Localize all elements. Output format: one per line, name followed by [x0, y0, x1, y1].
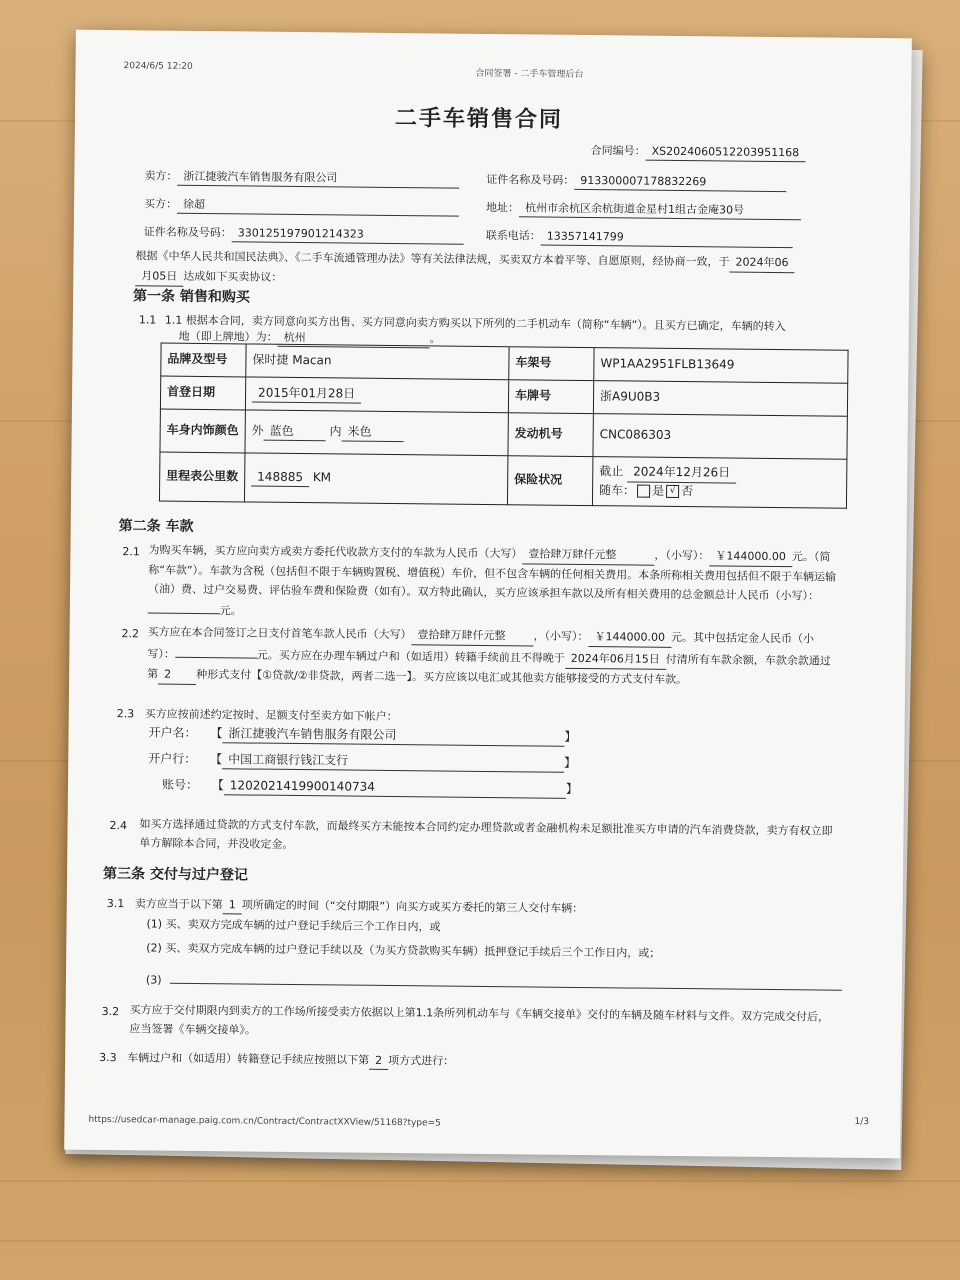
- preamble-end: 达成如下买卖协议：: [183, 269, 283, 284]
- delivery-option-3: (3): [145, 973, 162, 987]
- clause-2-4-num: 2.4: [109, 819, 128, 833]
- article-3-title: 第三条 交付与过户登记: [102, 865, 248, 884]
- buyer-phone: 13357141799: [541, 229, 793, 249]
- vin-label: 车架号: [509, 347, 594, 381]
- clause-1-1-text: 1.1 根据本合同，卖方同意向买方出售、买方同意向卖方购买以下所列的二手机动车（简称“车辆”）。且买方已确定，车辆的转入: [164, 313, 786, 334]
- interior-label: 内: [329, 424, 342, 439]
- bracket-left: 【: [210, 752, 223, 767]
- color-label: 车身内饰颜色: [160, 409, 245, 453]
- account-bank-label: 开户行：: [148, 751, 197, 766]
- delivery-option-2: (2) 买、卖双方完成车辆的过户登记手续以及（为买方贷款购买车辆）抵押登记手续后三个工作日内，或；: [146, 941, 661, 960]
- contract-number: XS2024060512203951168: [646, 144, 806, 163]
- clause-2-1-num: 2.1: [122, 545, 140, 559]
- address-label: 地址：: [485, 200, 520, 215]
- brand-value: 保时捷 Macan: [246, 344, 509, 380]
- clause-3-3-text: [127, 1050, 454, 1070]
- phone-label: 联系电话：: [485, 228, 541, 243]
- vehicle-table: [159, 343, 849, 509]
- insurance-label: 保险状况: [507, 456, 593, 506]
- clause-1-1-text2: 地（即上牌地）为：: [178, 329, 278, 344]
- clause-3-2-num: 3.2: [101, 1004, 120, 1019]
- account-name: 浙江捷骏汽车销售服务有限公司: [222, 725, 564, 747]
- exterior-label: 外: [251, 423, 264, 438]
- clause-1-1-num: 1.1: [138, 313, 157, 327]
- clause-2-1-text-a: 为购买车辆，买方应向卖方或卖方委托代收款方支付的车款为人民币（大写）: [148, 543, 523, 561]
- delivery-item: 1: [223, 897, 242, 914]
- clause-3-3-text-b: 项方式进行：: [388, 1053, 455, 1068]
- seller-id-row: [486, 172, 786, 192]
- buyer-name: 徐超: [177, 197, 459, 217]
- mileage-cell: [244, 453, 507, 505]
- buyer-id-label: 证件名称及号码：: [143, 225, 232, 240]
- clause-2-3-num: 2.3: [116, 707, 135, 721]
- account-bank: 中国工商银行钱江支行: [222, 751, 564, 773]
- buyer-row: [144, 196, 459, 216]
- engine-label: 发动机号: [508, 413, 593, 457]
- clause-3-1-num: 3.1: [106, 897, 125, 911]
- clause-2-2-text-e: 付清所有车款余额，车款余款通过第: [147, 652, 831, 681]
- insurance-date: 2024年12月26日: [627, 464, 736, 484]
- first-reg-label: 首登日期: [160, 376, 245, 410]
- article-2-title: 第二条 车款: [118, 518, 194, 535]
- contract-number-row: [591, 143, 806, 162]
- buyer-address: 杭州市余杭区余杭街道金星村1组古金庵30号: [519, 200, 801, 220]
- first-payment-chinese: 壹拾肆万肆仟元整: [411, 625, 533, 646]
- bracket-right: 】: [565, 781, 578, 796]
- clause-2-2-text-c: 元。其中包括定金人民币（小写）：: [147, 630, 815, 661]
- clause-2-1-text-b: ，（小写）：: [654, 548, 710, 563]
- page-number: 1/3: [854, 1116, 870, 1128]
- clause-3-2: 买方应于交付期限内到卖方的工作场所接受卖方依据以上第1.1条所列机动车与《车辆交接单》交付的车辆及随车材料与文件。双方完成交付后，应当签署《车辆交接单》。: [129, 1003, 830, 1037]
- clause-3-1-text: [135, 896, 584, 918]
- seller-name: 浙江捷骏汽车销售服务有限公司: [177, 169, 459, 189]
- transfer-city: 杭州: [278, 330, 430, 349]
- price-amount: ￥144000.00: [709, 546, 792, 567]
- footer-url: https://usedcar-manage.paig.com.cn/Contract/ContractXXView/51168?type=5: [88, 1114, 441, 1129]
- clause-2-3-text: 买方应按前述约定按时、足额支付至卖方如下帐户：: [144, 707, 398, 724]
- preamble-date-year: 2024年06: [729, 253, 794, 274]
- clause-2-1-text-c: 元。（简称“车款”）。车款为含税（包括但不限于车辆购置税、增值税）车价，但不包含车辆的任何相关费用。本条所称相关费用包括但不限于车辆运输（油）费、过户交易费、评估验车费和保险费（如有）。双方特此确认，买方应该承担车款以及所有相关费用的总金额总计人民币（小写）：: [147, 550, 837, 603]
- plate-value: 浙A9U0B3: [593, 381, 847, 417]
- clause-2-2-num: 2.2: [121, 627, 140, 641]
- contract-page: [64, 30, 912, 1159]
- first-payment-amount: ￥144000.00: [588, 627, 671, 648]
- phone-row: [486, 228, 793, 248]
- buyer-label: 买方：: [143, 197, 178, 211]
- clause-2-1: [148, 540, 839, 626]
- mileage-label: 里程表公里数: [159, 452, 245, 502]
- clause-2-2-text-f: 种形式支付【①贷款/②非贷款，两者二选一】。买方应该以电汇或其他卖方能够接受的方式支付车款。: [196, 667, 688, 687]
- clause-3-3-text-a: 车辆过户和（如适用）转籍登记手续应按照以下第: [127, 1051, 370, 1067]
- bracket-left: 【: [210, 726, 223, 741]
- first-reg-cell: [245, 377, 508, 413]
- engine-value: CNC086303: [593, 414, 847, 460]
- preamble-date-day: 月05日: [135, 266, 183, 287]
- account-number-label: 账号：: [161, 777, 199, 792]
- clause-2-4: 如买方选择通过贷款的方式支付车款，而最终买方未能按本合同约定办理贷款或者金融机构未足额批准买方申请的汽车消费贷款，卖方有权立即单方解除本合同，并没收定金。: [139, 817, 833, 851]
- payment-deadline: 2024年06月15日: [565, 649, 666, 670]
- account-number: 1202021419900140734: [224, 777, 566, 799]
- table-row: [160, 409, 847, 459]
- clause-3-1-text-b: 项所确定的时间（“交付期限”）向买方或买方委托的第三人交付车辆：: [241, 898, 584, 916]
- system-title: 合同签署 - 二手车管理后台: [475, 68, 584, 80]
- no-checkbox[interactable]: √: [666, 484, 679, 497]
- account-name-row: [148, 724, 576, 747]
- buyer-id-row: [144, 224, 464, 244]
- yes-label: 是: [652, 483, 665, 498]
- clause-3-3-num: 3.3: [99, 1050, 117, 1065]
- insurance-cell: [592, 457, 846, 509]
- bracket-right: 】: [564, 755, 577, 770]
- preamble-text: 根据《中华人民共和国民法典》、《二手车流通管理办法》等有关法律法规，买卖双方本着平等、自愿原则，经协商一致，于: [135, 249, 730, 269]
- account-number-row: [162, 777, 578, 800]
- exterior-color: 蓝色: [264, 422, 326, 441]
- interior-color: 米色: [341, 423, 403, 442]
- account-bank-row: [148, 750, 576, 773]
- payment-way: 2: [158, 665, 196, 685]
- delivery-option-3-row: [146, 968, 842, 995]
- bracket-right: 】: [564, 729, 577, 744]
- price-chinese: 壹拾肆万肆仟元整: [522, 544, 654, 565]
- clause-2-2-text-d: 元。买方应在办理车辆过户和（如适用）转籍手续前且不得晚于: [256, 648, 565, 665]
- yes-checkbox[interactable]: [637, 484, 650, 497]
- brand-label: 品牌及型号: [161, 343, 246, 377]
- contract-title: 二手车销售合同: [394, 106, 564, 133]
- no-label: 否: [681, 483, 694, 498]
- seller-id: 913300007178832269: [574, 173, 786, 192]
- mileage-value: 148885: [251, 468, 309, 487]
- clause-2-2-text-b: ，（小写）：: [533, 629, 589, 644]
- first-reg-value: 2015年01月28日: [252, 384, 361, 404]
- seller-label: 卖方：: [144, 169, 178, 183]
- insurance-prefix: 截止: [599, 464, 624, 479]
- clause-1-1-city-row: 地（即上牌地）为： 杭州 。: [179, 329, 441, 349]
- article-1-title: 第一条 销售和购买: [133, 288, 251, 306]
- account-name-label: 开户名：: [148, 725, 197, 740]
- seller-id-label: 证件名称及号码：: [486, 172, 575, 187]
- clause-2-1-text-d: 元。: [219, 604, 242, 618]
- address-row: [486, 200, 801, 220]
- plate-label: 车牌号: [508, 380, 593, 414]
- clause-2-2-text-a: 买方应在本合同签订之日支付首笔车款人民币（大写）: [147, 625, 412, 642]
- with-car-label: 随车：: [599, 482, 636, 498]
- clause-3-1-text-a: 卖方应当于以下第: [134, 897, 223, 912]
- print-timestamp: 2024/6/5 12:20: [123, 61, 193, 72]
- table-row: [159, 452, 846, 508]
- delivery-option-1: (1) 买、卖双方完成车辆的过户登记手续后三个工作日内，或: [146, 917, 441, 934]
- bracket-left: 【: [211, 778, 224, 793]
- transfer-item: 2: [369, 1053, 388, 1070]
- vin-value: WP1AA2951FLB13649: [594, 348, 848, 384]
- mileage-unit: KM: [312, 469, 332, 485]
- contract-number-label: 合同编号：: [590, 144, 646, 158]
- color-cell: [245, 410, 508, 456]
- clause-2-2: [147, 622, 838, 691]
- seller-row: [144, 168, 459, 188]
- buyer-id: 330125197901214323: [232, 225, 464, 244]
